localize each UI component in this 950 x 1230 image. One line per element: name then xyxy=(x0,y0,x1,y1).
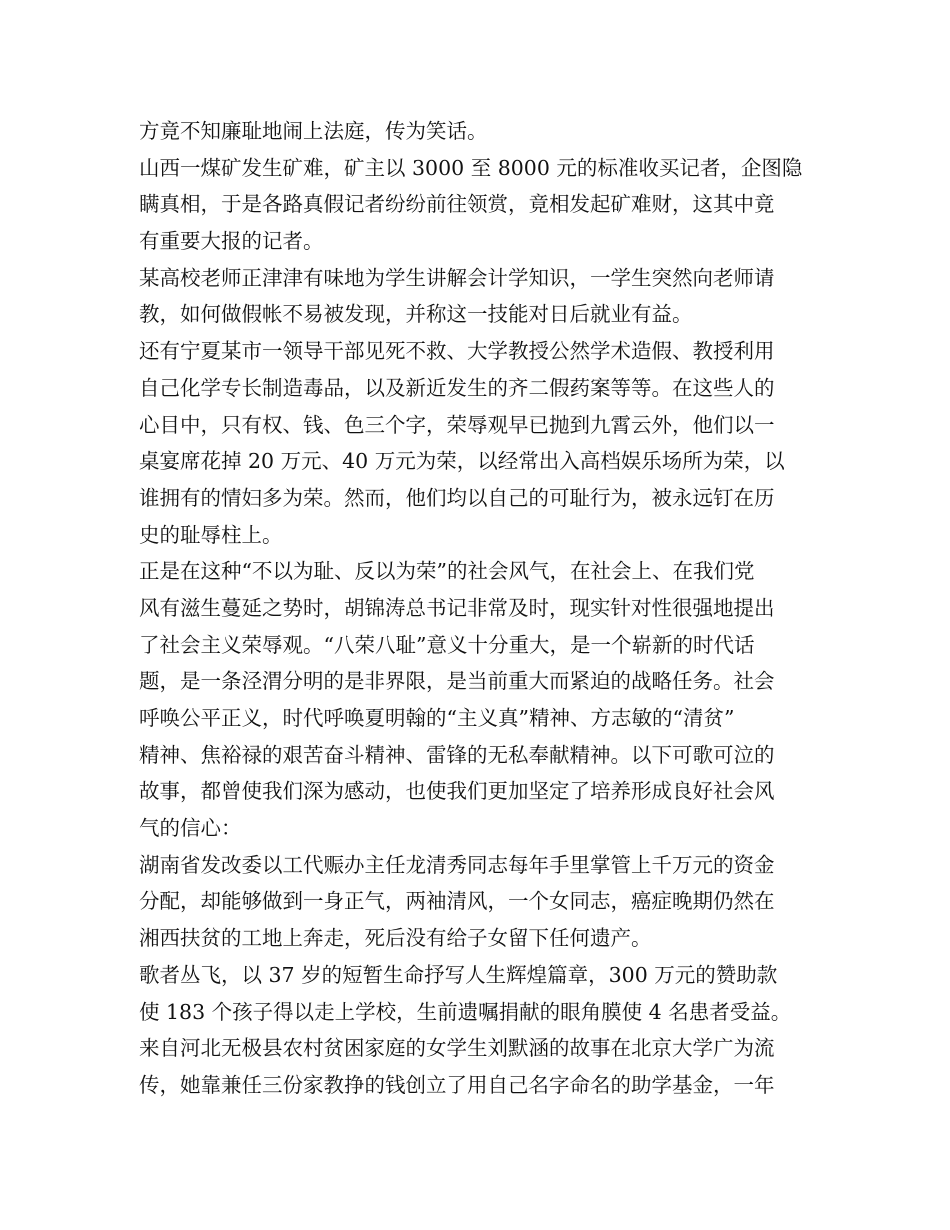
text-line: 来自河北无极县农村贫困家庭的女学生刘默涵的故事在北京大学广为流 xyxy=(139,1036,775,1061)
text-line: 正是在这种“不以为耻、反以为荣”的社会风气，在社会上、在我们党 xyxy=(139,559,755,584)
text-line: 了社会主义荣辱观。“八荣八耻”意义十分重大，是一个崭新的时代话 xyxy=(139,632,755,657)
text-line: 桌宴席花掉 20 万元、40 万元为荣，以经常出入高档娱乐场所为荣，以 xyxy=(139,449,785,474)
text-line: 湖南省发改委以工代赈办主任龙清秀同志每年手里掌管上千万元的资金 xyxy=(139,852,775,877)
text-line: 精神、焦裕禄的艰苦奋斗精神、雷锋的无私奉献精神。以下可歌可泣的 xyxy=(139,742,775,767)
text-line: 气的信心： xyxy=(139,816,242,841)
text-line: 湘西扶贫的工地上奔走，死后没有给子女留下任何遗产。 xyxy=(139,926,652,951)
text-line: 题，是一条泾渭分明的是非界限，是当前重大而紧迫的战略任务。社会 xyxy=(139,669,775,694)
text-line: 教，如何做假帐不易被发现，并称这一技能对日后就业有益。 xyxy=(139,302,693,327)
text-line: 某高校老师正津津有味地为学生讲解会计学知识，一学生突然向老师请 xyxy=(139,265,775,290)
text-line: 使 183 个孩子得以走上学校，生前遗嘱捐献的眼角膜使 4 名患者受益。 xyxy=(139,999,792,1024)
text-line: 心目中，只有权、钱、色三个字，荣辱观早已抛到九霄云外，他们以一 xyxy=(139,412,775,437)
document-body xyxy=(139,113,819,1104)
text-line: 史的耻辱柱上。 xyxy=(139,522,283,547)
text-line: 歌者丛飞，以 37 岁的短暂生命抒写人生辉煌篇章，300 万元的赞助款 xyxy=(139,962,778,987)
text-line: 故事，都曾使我们深为感动，也使我们更加坚定了培养形成良好社会风 xyxy=(139,779,775,804)
text-line: 分配，却能够做到一身正气，两袖清风，一个女同志，癌症晚期仍然在 xyxy=(139,889,775,914)
text-line: 还有宁夏某市一领导干部见死不救、大学教授公然学术造假、教授利用 xyxy=(139,339,775,364)
text-line: 谁拥有的情妇多为荣。然而，他们均以自己的可耻行为，被永远钉在历 xyxy=(139,485,775,510)
text-line: 有重要大报的记者。 xyxy=(139,229,324,254)
text-line: 自己化学专长制造毒品，以及新近发生的齐二假药案等等。在这些人的 xyxy=(139,375,775,400)
text-line: 方竟不知廉耻地闹上法庭，传为笑话。 xyxy=(139,119,488,143)
text-line: 山西一煤矿发生矿难，矿主以 3000 至 8000 元的标准收买记者，企图隐 xyxy=(139,155,803,180)
text-line: 瞒真相，于是各路真假记者纷纷前往领赏，竟相发起矿难财，这其中竟 xyxy=(139,192,775,217)
text-line: 风有滋生蔓延之势时，胡锦涛总书记非常及时，现实针对性很强地提出 xyxy=(139,595,775,620)
text-line: 传，她靠兼任三份家教挣的钱创立了用自己名字命名的助学基金，一年 xyxy=(139,1072,775,1097)
text-line: 呼唤公平正义，时代呼唤夏明翰的“主义真”精神、方志敏的“清贫” xyxy=(139,706,735,730)
